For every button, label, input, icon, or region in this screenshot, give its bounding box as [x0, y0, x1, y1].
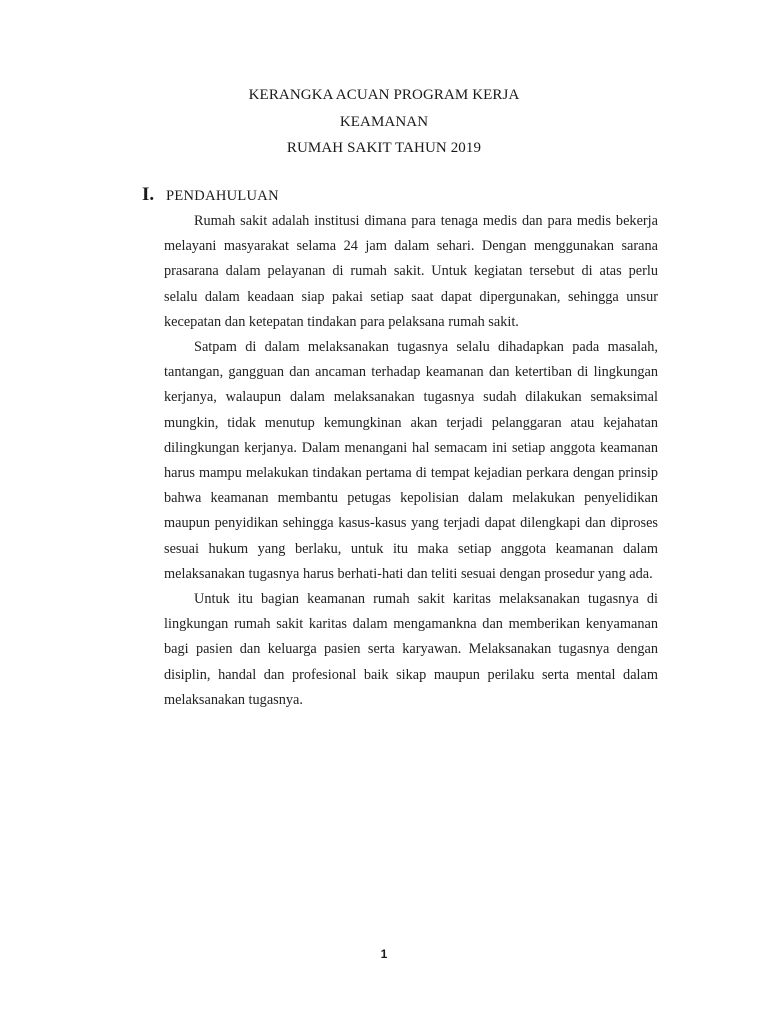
- section-heading: [142, 184, 279, 206]
- section-title: PENDAHULUAN: [166, 188, 279, 204]
- title-line-1: KERANGKA ACUAN PROGRAM KERJA: [248, 87, 520, 103]
- paragraph: Satpam di dalam melaksanakan tugasnya selalu dihadapkan pada masalah, tantangan, gangguan dan ancaman terhadap keamanan dan ketertiban di lingkungan kerjanya, walaupun dalam melaksanakan tugasnya sudah dilakukan semaksimal mungkin, tidak menutup kemungkinan akan terjadi pelanggaran atau kejahatan dilingkungan kerjanya. Dalam menangani hal semacam ini setiap anggota keamanan harus mampu melakukan tindakan pertama di tempat kejadian perkara dengan prinsip bahwa keamanan membantu petugas kepolisian dalam melakukan penyelidikan maupun penyidikan sehingga kasus-kasus yang terjadi dapat dilengkapi dan diproses sesuai hukum yang berlaku, untuk itu maka setiap anggota keamanan dalam melaksanakan tugasnya harus berhati-hati dan teliti sesuai dengan prosedur yang ada.: [164, 339, 658, 582]
- page-number: 1: [380, 947, 388, 961]
- section-number: I.: [142, 184, 155, 205]
- paragraph: Untuk itu bagian keamanan rumah sakit karitas melaksanakan tugasnya di lingkungan rumah sakit karitas dalam mengamankna dan memberikan kenyamanan bagi pasien dan keluarga pasien serta karyawan. Melaksanakan tugasnya dengan disiplin, handal dan profesional baik sikap maupun perilaku serta mental dalam melaksanakan tugasnya.: [164, 591, 658, 708]
- title-line-2: KEAMANAN: [339, 113, 429, 130]
- title-line-3: RUMAH SAKIT TAHUN 2019: [286, 140, 482, 156]
- document-title: [0, 82, 768, 162]
- section-body: [164, 209, 658, 713]
- paragraph: Rumah sakit adalah institusi dimana para tenaga medis dan para medis bekerja melayani masyarakat selama 24 jam dalam sehari. Dengan menggunakan sarana prasarana dalam pelayanan di rumah sakit. Untuk kegiatan tersebut di atas perlu selalu dalam keadaan siap pakai setiap saat dapat dipergunakan, sehingga unsur kecepatan dan ketepatan tindakan para pelaksana rumah sakit.: [164, 213, 658, 330]
